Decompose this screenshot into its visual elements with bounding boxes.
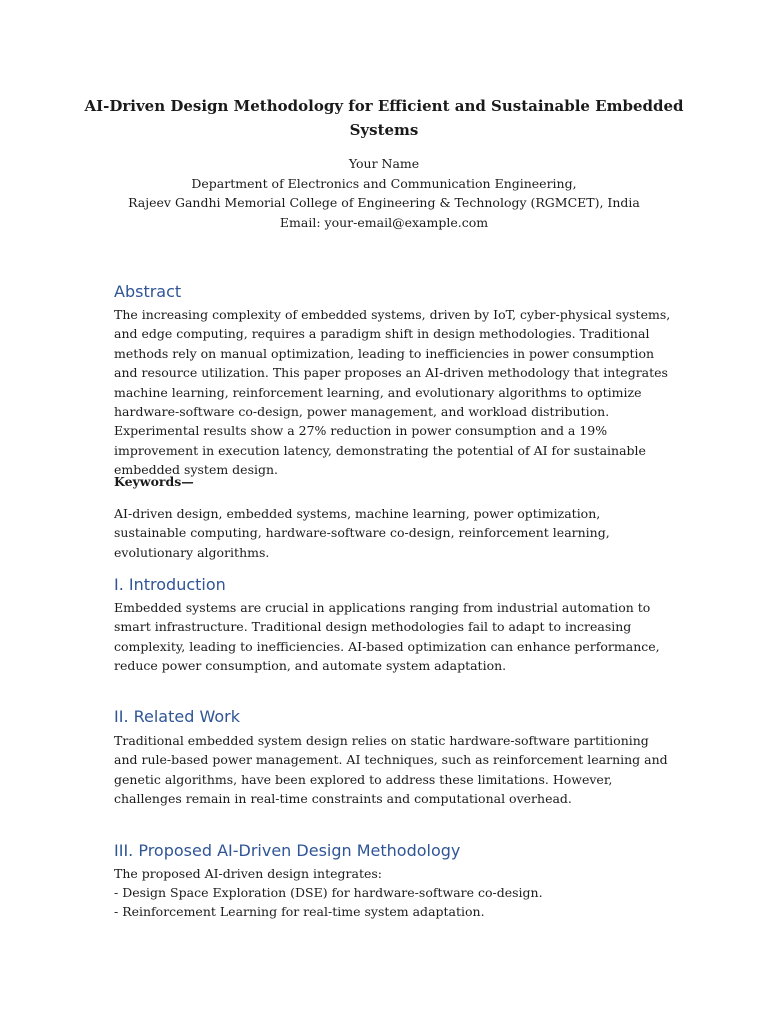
methodology-heading: III. Proposed AI-Driven Design Methodology [114,841,461,860]
list-item: - Reinforcement Learning for real-time system adaptation. [114,904,485,920]
related-work-text: Traditional embedded system design relies on static hardware-software partitioning and rule-based power management. AI techniques, such as reinforcement learning and genetic algorithms, have been explored to address these limitations. However, challenges remain in real-time constraints and computational overhead. [114,733,668,807]
author-block [84,154,684,232]
keywords-text: AI-driven design, embedded systems, machine learning, power optimization, sustainable computing, hardware-software co-design, reinforcement learning, evolutionary algorithms. [114,506,610,560]
author-college: Rajeev Gandhi Memorial College of Engineering & Technology (RGMCET), India [128,195,640,210]
introduction-text: Embedded systems are crucial in applications ranging from industrial automation to smart infrastructure. Traditional design methodologies fail to adapt to increasing complexity, leading to inefficiencies. AI-based optimization can enhance performance, reduce power consumption, and automate system adaptation. [114,600,660,674]
methodology-intro: The proposed AI-driven design integrates: [114,866,383,881]
list-item: - Design Space Exploration (DSE) for hardware-software co-design. [114,885,543,900]
paper-title: AI-Driven Design Methodology for Efficient and Sustainable Embedded Systems [84,97,684,139]
related-work-heading: II. Related Work [114,707,240,726]
methodology-list [114,883,674,922]
abstract-text: The increasing complexity of embedded systems, driven by IoT, cyber-physical systems, and edge computing, requires a paradigm shift in design methodologies. Traditional methods rely on manual optimization, leading to inefficiencies in power consumption and resource utilization. This paper proposes an AI-driven methodology that integrates machine learning, reinforcement learning, and evolutionary algorithms to optimize hardware-software co-design, power management, and workload distribution. Experimental results show a 27% reduction in power consumption and a 19% improvement in execution latency, demonstrating the potential of AI for sustainable embedded system design. [114,307,671,478]
author-email: Email: your-email@example.com [279,214,489,230]
author-name: Your Name [348,156,420,171]
abstract-heading: Abstract [114,282,182,301]
introduction-heading: I. Introduction [114,575,226,594]
keywords-label: Keywords— [114,474,194,489]
author-department: Department of Electronics and Communication Engineering, [191,175,577,191]
